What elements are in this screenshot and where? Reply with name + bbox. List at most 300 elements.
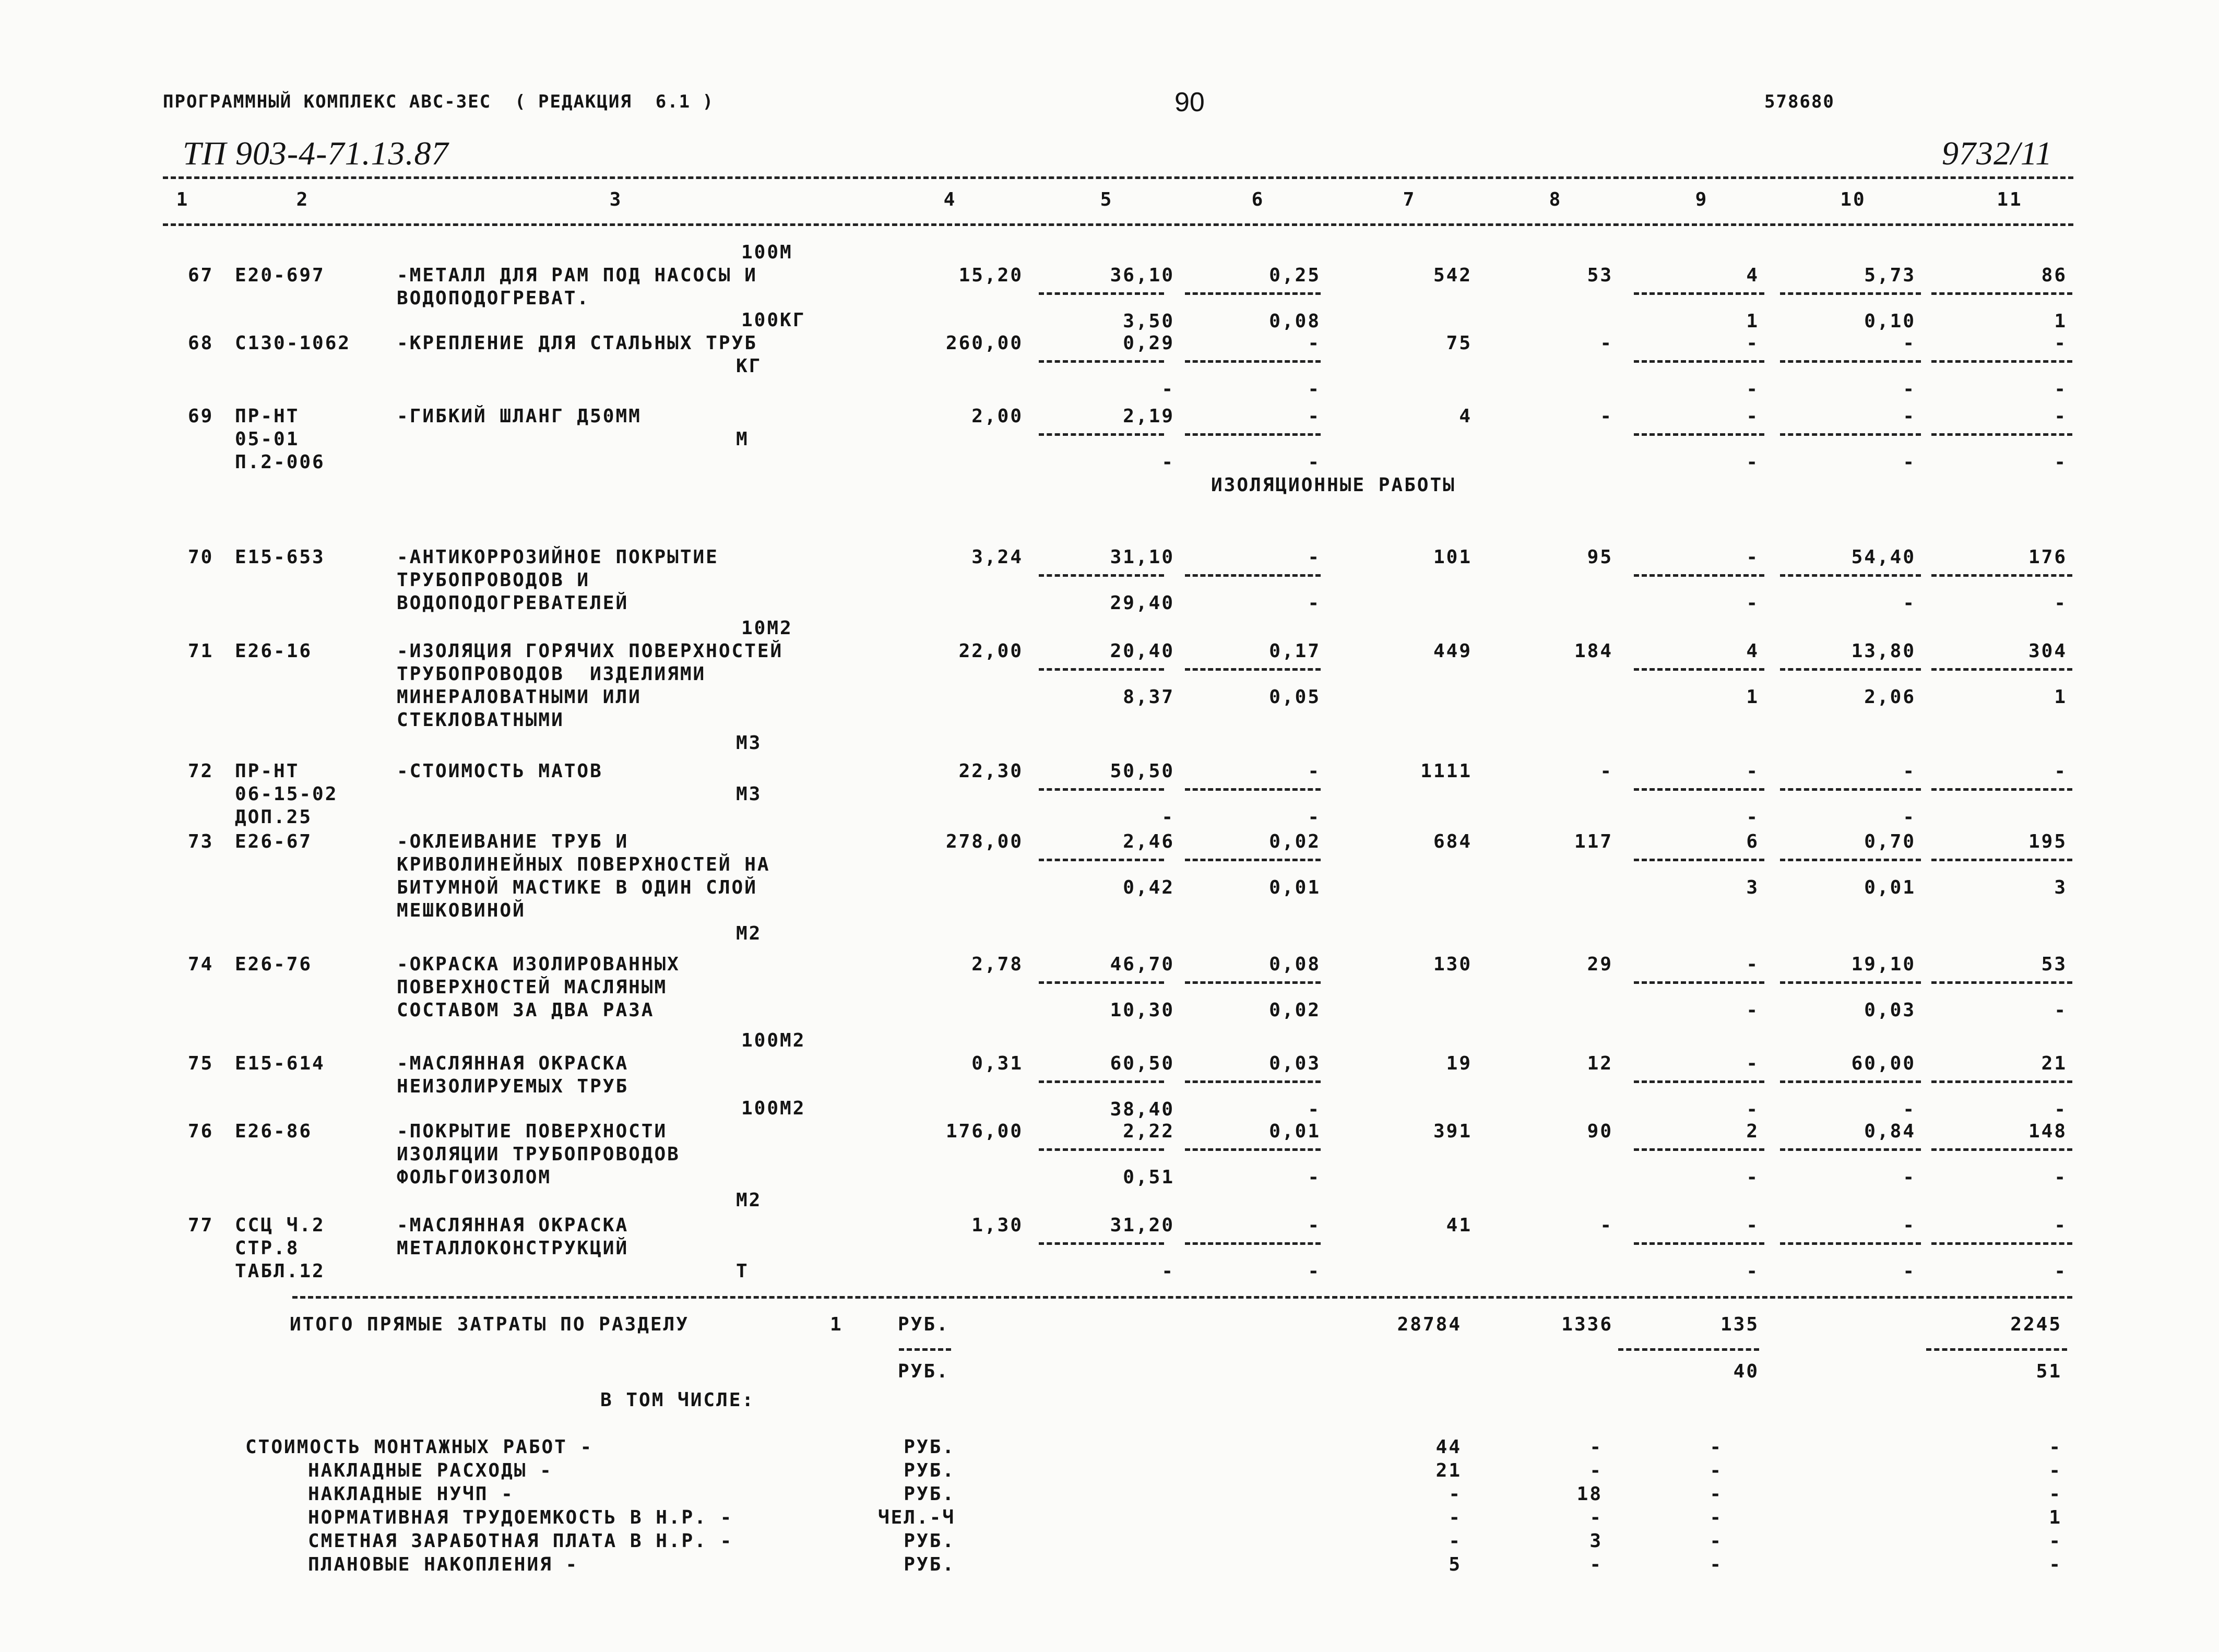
row-description-line: МИНЕРАЛОВАТНЫМИ ИЛИ — [397, 686, 642, 708]
row-col4: 3,24 — [971, 546, 1023, 568]
row-col11: - — [2054, 760, 2067, 782]
row-col6-sub: 0,01 — [1269, 877, 1321, 898]
totals-col9-rule — [1618, 1348, 1759, 1351]
row-col6: 0,03 — [1269, 1053, 1321, 1074]
breakdown-label: НОРМАТИВНАЯ ТРУДОЕМКОСТЬ В Н.Р. - — [308, 1507, 733, 1528]
row-col7: 1111 — [1420, 760, 1472, 782]
row-col6: - — [1308, 332, 1321, 354]
breakdown-col11: - — [2049, 1483, 2062, 1505]
row-col10-sub: - — [1903, 1167, 1916, 1188]
row-col5-rule — [1039, 360, 1164, 363]
row-col11-sub: - — [2054, 592, 2067, 614]
row-code: Е15-614 — [235, 1053, 325, 1074]
row-number: 69 — [188, 406, 214, 427]
row-col4: 15,20 — [958, 265, 1023, 286]
row-col6-sub: - — [1308, 1099, 1321, 1120]
row-col5: 20,40 — [1110, 640, 1174, 662]
row-col9-sub: 1 — [1746, 686, 1759, 708]
row-col10: - — [1903, 332, 1916, 354]
row-col11: 148 — [2028, 1121, 2067, 1142]
row-col9: - — [1746, 954, 1759, 975]
col-header-6: 6 — [1251, 189, 1265, 210]
row-col9-sub: - — [1746, 451, 1759, 473]
row-description-line: -ОКРАСКА ИЗОЛИРОВАННЫХ — [397, 954, 680, 975]
totals-section: 1 — [830, 1314, 843, 1335]
row-description-line: ТРУБОПРОВОДОВ ИЗДЕЛИЯМИ — [397, 663, 706, 685]
totals-rule — [292, 1296, 2072, 1299]
row-col10-sub: - — [1903, 451, 1916, 473]
row-description-line: МЕШКОВИНОЙ — [397, 900, 526, 921]
row-col5: 46,70 — [1110, 954, 1174, 975]
row-col5: 31,20 — [1110, 1215, 1174, 1236]
row-col9-rule — [1634, 859, 1764, 861]
breakdown-col9: - — [1710, 1507, 1723, 1528]
row-col9-sub: - — [1746, 1167, 1759, 1188]
row-col10: 5,73 — [1864, 265, 1916, 286]
row-code: ССЦ Ч.2 — [235, 1215, 325, 1236]
row-description-line: ИЗОЛЯЦИИ ТРУБОПРОВОДОВ — [397, 1144, 680, 1165]
col-header-2: 2 — [296, 189, 310, 210]
row-description-line: -ПОКРЫТИЕ ПОВЕРХНОСТИ — [397, 1121, 668, 1142]
row-col4: 22,00 — [958, 640, 1023, 662]
row-col6: - — [1308, 546, 1321, 568]
row-col6-sub: - — [1308, 1167, 1321, 1188]
row-col5-sub: 29,40 — [1110, 592, 1174, 614]
breakdown-col7: 5 — [1449, 1554, 1462, 1575]
row-col5-sub: - — [1161, 806, 1174, 828]
row-col10: 13,80 — [1851, 640, 1916, 662]
row-col11-rule — [1931, 574, 2072, 577]
row-col9: - — [1746, 546, 1759, 568]
row-col10: 0,70 — [1864, 831, 1916, 852]
row-col9-rule — [1634, 1148, 1764, 1151]
row-col10: 54,40 — [1851, 546, 1916, 568]
row-col10-sub: - — [1903, 592, 1916, 614]
row-col10-rule — [1780, 981, 1921, 984]
row-code-line3: П.2-006 — [235, 451, 325, 473]
row-col5-rule — [1039, 788, 1164, 791]
breakdown-col8: 3 — [1589, 1530, 1603, 1552]
row-description-line: -МАСЛЯННАЯ ОКРАСКА — [397, 1053, 629, 1074]
totals-col11-rule — [1926, 1348, 2067, 1351]
totals-col7: 28784 — [1397, 1314, 1462, 1335]
row-col6-rule — [1185, 433, 1321, 436]
totals-col8: 1336 — [1561, 1314, 1613, 1335]
row-col9: 4 — [1746, 265, 1759, 286]
breakdown-col7: 44 — [1435, 1436, 1462, 1458]
row-col6: 0,17 — [1269, 640, 1321, 662]
row-col9-rule — [1634, 668, 1764, 671]
row-col11-rule — [1931, 433, 2072, 436]
row-col11-rule — [1931, 292, 2072, 295]
row-col11: - — [2054, 1215, 2067, 1236]
row-code: Е26-16 — [235, 640, 313, 662]
row-col11-rule — [1931, 1080, 2072, 1083]
row-col4: 260,00 — [945, 332, 1023, 354]
row-col8: - — [1600, 760, 1613, 782]
col-header-10: 10 — [1840, 189, 1866, 210]
row-col8: - — [1600, 1215, 1613, 1236]
row-col11: - — [2054, 406, 2067, 427]
row-col10-sub: - — [1903, 806, 1916, 828]
row-col10: 19,10 — [1851, 954, 1916, 975]
breakdown-col7: 21 — [1435, 1460, 1462, 1481]
row-col5: 2,22 — [1123, 1121, 1174, 1142]
breakdown-label: СМЕТНАЯ ЗАРАБОТНАЯ ПЛАТА В Н.Р. - — [308, 1530, 733, 1552]
row-col11-rule — [1931, 1242, 2072, 1245]
row-col4: 0,31 — [971, 1053, 1023, 1074]
row-col6: - — [1308, 760, 1321, 782]
row-col5-sub: - — [1161, 378, 1174, 400]
row-unit-below: М2 — [736, 923, 762, 944]
row-description-line: -ИЗОЛЯЦИЯ ГОРЯЧИХ ПОВЕРХНОСТЕЙ — [397, 640, 784, 662]
row-description-line: ПОВЕРХНОСТЕЙ МАСЛЯНЫМ — [397, 977, 668, 998]
row-col5-sub: - — [1161, 1261, 1174, 1282]
breakdown-col8: 18 — [1576, 1483, 1603, 1505]
col-header-4: 4 — [943, 189, 957, 210]
row-col10-rule — [1780, 360, 1921, 363]
row-col4: 2,78 — [971, 954, 1023, 975]
row-col4: 2,00 — [971, 406, 1023, 427]
breakdown-unit: РУБ. — [904, 1554, 955, 1575]
header-bottom-rule — [163, 223, 2073, 226]
row-col9-sub: - — [1746, 592, 1759, 614]
row-col10-sub: 2,06 — [1864, 686, 1916, 708]
row-number: 77 — [188, 1215, 214, 1236]
row-col4: 278,00 — [945, 831, 1023, 852]
row-col6-rule — [1185, 788, 1321, 791]
row-col9: 2 — [1746, 1121, 1759, 1142]
row-unit-below: М2 — [736, 1190, 762, 1211]
row-col9-rule — [1634, 788, 1764, 791]
row-number: 67 — [188, 265, 214, 286]
row-col11: 21 — [2041, 1053, 2067, 1074]
row-description-line: ВОДОПОДОГРЕВАТЕЛЕЙ — [397, 592, 629, 614]
row-description-line: КРИВОЛИНЕЙНЫХ ПОВЕРХНОСТЕЙ НА — [397, 854, 770, 875]
row-col11-sub: - — [2054, 451, 2067, 473]
row-col11-sub: - — [2054, 1099, 2067, 1120]
breakdown-label: НАКЛАДНЫЕ РАСХОДЫ - — [308, 1460, 553, 1481]
row-col9-rule — [1634, 1242, 1764, 1245]
col-header-5: 5 — [1100, 189, 1113, 210]
row-col11-sub: - — [2054, 378, 2067, 400]
row-col5: 50,50 — [1110, 760, 1174, 782]
row-number: 76 — [188, 1121, 214, 1142]
row-col10: - — [1903, 1215, 1916, 1236]
row-col5: 60,50 — [1110, 1053, 1174, 1074]
row-col11-sub: - — [2054, 1000, 2067, 1021]
row-col9: - — [1746, 1215, 1759, 1236]
row-description-line: ФОЛЬГОИЗОЛОМ — [397, 1167, 552, 1188]
row-col5-rule — [1039, 1148, 1164, 1151]
breakdown-col8: - — [1589, 1460, 1603, 1481]
row-col5: 2,46 — [1123, 831, 1174, 852]
row-col7: 449 — [1433, 640, 1472, 662]
row-col9: - — [1746, 760, 1759, 782]
breakdown-col11: - — [2049, 1530, 2062, 1552]
row-col6: - — [1308, 406, 1321, 427]
row-col11-rule — [1931, 859, 2072, 861]
row-code: С130-1062 — [235, 332, 351, 354]
col-header-1: 1 — [176, 189, 189, 210]
row-col11: 53 — [2041, 954, 2067, 975]
row-col10-rule — [1780, 1242, 1921, 1245]
row-col9: - — [1746, 406, 1759, 427]
row-col7: 391 — [1433, 1121, 1472, 1142]
row-col11-sub: 1 — [2054, 686, 2067, 708]
row-col8: 53 — [1587, 265, 1613, 286]
row-col10: - — [1903, 406, 1916, 427]
row-col5: 36,10 — [1110, 265, 1174, 286]
row-number: 70 — [188, 546, 214, 568]
row-col9-sub: - — [1746, 1261, 1759, 1282]
row-description-line: ВОДОПОДОГРЕВАТ. — [397, 288, 590, 309]
row-description-line: НЕИЗОЛИРУЕМЫХ ТРУБ — [397, 1076, 629, 1097]
row-unit-below: М3 — [736, 783, 762, 805]
row-number: 72 — [188, 760, 214, 782]
row-col11-sub: 3 — [2054, 877, 2067, 898]
breakdown-col9: - — [1710, 1554, 1723, 1575]
row-col8: - — [1600, 406, 1613, 427]
row-col6-rule — [1185, 981, 1321, 984]
col-header-8: 8 — [1549, 189, 1562, 210]
breakdown-unit: РУБ. — [904, 1483, 955, 1505]
row-col6-rule — [1185, 1148, 1321, 1151]
row-description-line: -ГИБКИЙ ШЛАНГ Д50ММ — [397, 406, 642, 427]
row-col7: 684 — [1433, 831, 1472, 852]
breakdown-unit: РУБ. — [904, 1460, 955, 1481]
row-col9: - — [1746, 1053, 1759, 1074]
row-col6-rule — [1185, 292, 1321, 295]
row-col6-rule — [1185, 1080, 1321, 1083]
row-unit: 100М2 — [741, 1030, 806, 1051]
row-col5-sub: 8,37 — [1123, 686, 1174, 708]
row-unit-below: КГ — [736, 355, 762, 377]
row-col8: 12 — [1587, 1053, 1613, 1074]
row-col8: 95 — [1587, 546, 1613, 568]
row-unit-below: Т — [736, 1261, 749, 1282]
row-description-line: МЕТАЛЛОКОНСТРУКЦИЙ — [397, 1238, 629, 1259]
col-header-9: 9 — [1695, 189, 1708, 210]
row-unit-below: М3 — [736, 732, 762, 754]
row-col5-rule — [1039, 859, 1164, 861]
breakdown-col9: - — [1710, 1436, 1723, 1458]
totals-col11-sub: 51 — [2036, 1361, 2062, 1382]
row-col6: 0,25 — [1269, 265, 1321, 286]
breakdown-col11: - — [2049, 1436, 2062, 1458]
row-col7: 4 — [1459, 406, 1472, 427]
row-col6-sub: - — [1308, 451, 1321, 473]
row-col6: 0,08 — [1269, 954, 1321, 975]
row-col5: 0,29 — [1123, 332, 1174, 354]
row-code: Е26-76 — [235, 954, 313, 975]
row-col6-sub: - — [1308, 592, 1321, 614]
row-col9: 6 — [1746, 831, 1759, 852]
row-col6-sub: 0,02 — [1269, 1000, 1321, 1021]
row-col5-rule — [1039, 574, 1164, 577]
totals-col9-sub: 40 — [1733, 1361, 1759, 1382]
row-col9-sub: - — [1746, 1099, 1759, 1120]
row-col5-sub: 0,51 — [1123, 1167, 1174, 1188]
row-col7: 19 — [1446, 1053, 1472, 1074]
col-header-7: 7 — [1403, 189, 1416, 210]
row-col9-rule — [1634, 574, 1764, 577]
row-number: 74 — [188, 954, 214, 975]
breakdown-col9: - — [1710, 1530, 1723, 1552]
row-col7: 41 — [1446, 1215, 1472, 1236]
row-code-line2: 06-15-02 — [235, 783, 338, 805]
row-col6-rule — [1185, 668, 1321, 671]
row-col5-rule — [1039, 981, 1164, 984]
row-col5-rule — [1039, 1242, 1164, 1245]
row-code: Е20-697 — [235, 265, 325, 286]
row-description-line: -АНТИКОРРОЗИЙНОЕ ПОКРЫТИЕ — [397, 546, 719, 568]
row-col9-rule — [1634, 360, 1764, 363]
row-unit: 100КГ — [741, 310, 806, 331]
breakdown-label: ПЛАНОВЫЕ НАКОПЛЕНИЯ - — [308, 1554, 579, 1575]
row-col6: - — [1308, 1215, 1321, 1236]
row-col7: 130 — [1433, 954, 1472, 975]
row-col8: 29 — [1587, 954, 1613, 975]
row-col11: 195 — [2028, 831, 2067, 852]
row-col9: - — [1746, 332, 1759, 354]
row-description-line: СОСТАВОМ ЗА ДВА РАЗА — [397, 1000, 655, 1021]
row-col11: - — [2054, 332, 2067, 354]
row-col6-sub: - — [1308, 1261, 1321, 1282]
breakdown-label: НАКЛАДНЫЕ НУЧП - — [308, 1483, 514, 1505]
row-col5-rule — [1039, 433, 1164, 436]
totals-label: ИТОГО ПРЯМЫЕ ЗАТРАТЫ ПО РАЗДЕЛУ — [290, 1314, 689, 1335]
row-col8: 90 — [1587, 1121, 1613, 1142]
breakdown-unit: РУБ. — [904, 1436, 955, 1458]
row-col9-sub: - — [1746, 1000, 1759, 1021]
row-col10-rule — [1780, 1148, 1921, 1151]
row-unit: 100М — [741, 242, 793, 263]
row-col5-sub: - — [1161, 451, 1174, 473]
row-col5-sub: 10,30 — [1110, 1000, 1174, 1021]
row-description-line: -МЕТАЛЛ ДЛЯ РАМ ПОД НАСОСЫ И — [397, 265, 757, 286]
row-code: Е15-653 — [235, 546, 325, 568]
row-col6-rule — [1185, 859, 1321, 861]
row-col10-sub: 0,03 — [1864, 1000, 1916, 1021]
breakdown-col11: 1 — [2049, 1507, 2062, 1528]
row-col6-rule — [1185, 574, 1321, 577]
row-col10-sub: 0,01 — [1864, 877, 1916, 898]
row-col7: 542 — [1433, 265, 1472, 286]
row-code: ПР-НТ — [235, 760, 300, 782]
row-col4: 176,00 — [945, 1121, 1023, 1142]
row-unit: 10М2 — [741, 617, 793, 639]
row-col9-rule — [1634, 292, 1764, 295]
breakdown-col8: - — [1589, 1554, 1603, 1575]
row-code-line2: СТР.8 — [235, 1238, 300, 1259]
row-col9-sub: 1 — [1746, 311, 1759, 332]
row-col11-rule — [1931, 1148, 2072, 1151]
row-col5-rule — [1039, 292, 1164, 295]
breakdown-unit: ЧЕЛ.-Ч — [877, 1507, 955, 1528]
row-col10: 0,84 — [1864, 1121, 1916, 1142]
section-title: ИЗОЛЯЦИОННЫЕ РАБОТЫ — [1211, 474, 1456, 496]
totals-col9: 135 — [1720, 1314, 1759, 1335]
row-col10-sub: 0,10 — [1864, 311, 1916, 332]
row-col11-rule — [1931, 981, 2072, 984]
header-top-rule — [163, 176, 2073, 179]
row-col9-sub: - — [1746, 378, 1759, 400]
document-code: 578680 — [1764, 91, 1835, 112]
row-col10-rule — [1780, 788, 1921, 791]
breakdown-col7: - — [1449, 1507, 1462, 1528]
row-col10-rule — [1780, 292, 1921, 295]
row-code: Е26-67 — [235, 831, 313, 852]
breakdown-col9: - — [1710, 1460, 1723, 1481]
row-col5-sub: 38,40 — [1110, 1099, 1174, 1120]
row-col10-rule — [1780, 574, 1921, 577]
row-unit-below: М — [736, 429, 749, 450]
row-col11-rule — [1931, 360, 2072, 363]
breakdown-col8: - — [1589, 1436, 1603, 1458]
row-col10-rule — [1780, 668, 1921, 671]
row-col11: 304 — [2028, 640, 2067, 662]
row-col6-sub: 0,05 — [1269, 686, 1321, 708]
row-col10-sub: - — [1903, 1261, 1916, 1282]
row-col6-sub: - — [1308, 378, 1321, 400]
row-number: 68 — [188, 332, 214, 354]
breakdown-col7: - — [1449, 1483, 1462, 1505]
row-col9-rule — [1634, 433, 1764, 436]
row-col11-rule — [1931, 668, 2072, 671]
row-col6-sub: 0,08 — [1269, 311, 1321, 332]
row-col9-rule — [1634, 981, 1764, 984]
row-col6-rule — [1185, 1242, 1321, 1245]
row-col9-rule — [1634, 1080, 1764, 1083]
breakdown-col8: - — [1589, 1507, 1603, 1528]
row-col9: 4 — [1746, 640, 1759, 662]
row-description-line: СТЕКЛОВАТНЫМИ — [397, 709, 564, 731]
row-col11: 176 — [2028, 546, 2067, 568]
row-col11: 86 — [2041, 265, 2067, 286]
row-col10-sub: - — [1903, 1099, 1916, 1120]
breakdown-col9: - — [1710, 1483, 1723, 1505]
totals-col11: 2245 — [2010, 1314, 2062, 1335]
row-col6: 0,01 — [1269, 1121, 1321, 1142]
row-col9-sub: - — [1746, 806, 1759, 828]
row-code-line3: ДОП.25 — [235, 806, 313, 828]
row-col6-sub: - — [1308, 806, 1321, 828]
sheet-code: 9732/11 — [1942, 135, 2053, 172]
row-col10-rule — [1780, 433, 1921, 436]
row-number: 71 — [188, 640, 214, 662]
row-col10: 60,00 — [1851, 1053, 1916, 1074]
row-col8: 117 — [1574, 831, 1613, 852]
row-code: Е26-86 — [235, 1121, 313, 1142]
row-col6-rule — [1185, 360, 1321, 363]
row-description-line: -МАСЛЯННАЯ ОКРАСКА — [397, 1215, 629, 1236]
row-col11-sub: - — [2054, 1167, 2067, 1188]
col-header-3: 3 — [609, 189, 623, 210]
breakdown-label: СТОИМОСТЬ МОНТАЖНЫХ РАБОТ - — [245, 1436, 594, 1458]
breakdown-col11: - — [2049, 1554, 2062, 1575]
row-col5: 31,10 — [1110, 546, 1174, 568]
breakdown-col7: - — [1449, 1530, 1462, 1552]
row-col5-sub: 3,50 — [1123, 311, 1174, 332]
row-col5-rule — [1039, 1080, 1164, 1083]
row-col8: - — [1600, 332, 1613, 354]
row-code: ПР-НТ — [235, 406, 300, 427]
breakdown-unit: РУБ. — [904, 1530, 955, 1552]
project-code: ТП 903-4-71.13.87 — [183, 135, 449, 172]
row-col10-sub: - — [1903, 378, 1916, 400]
row-number: 73 — [188, 831, 214, 852]
